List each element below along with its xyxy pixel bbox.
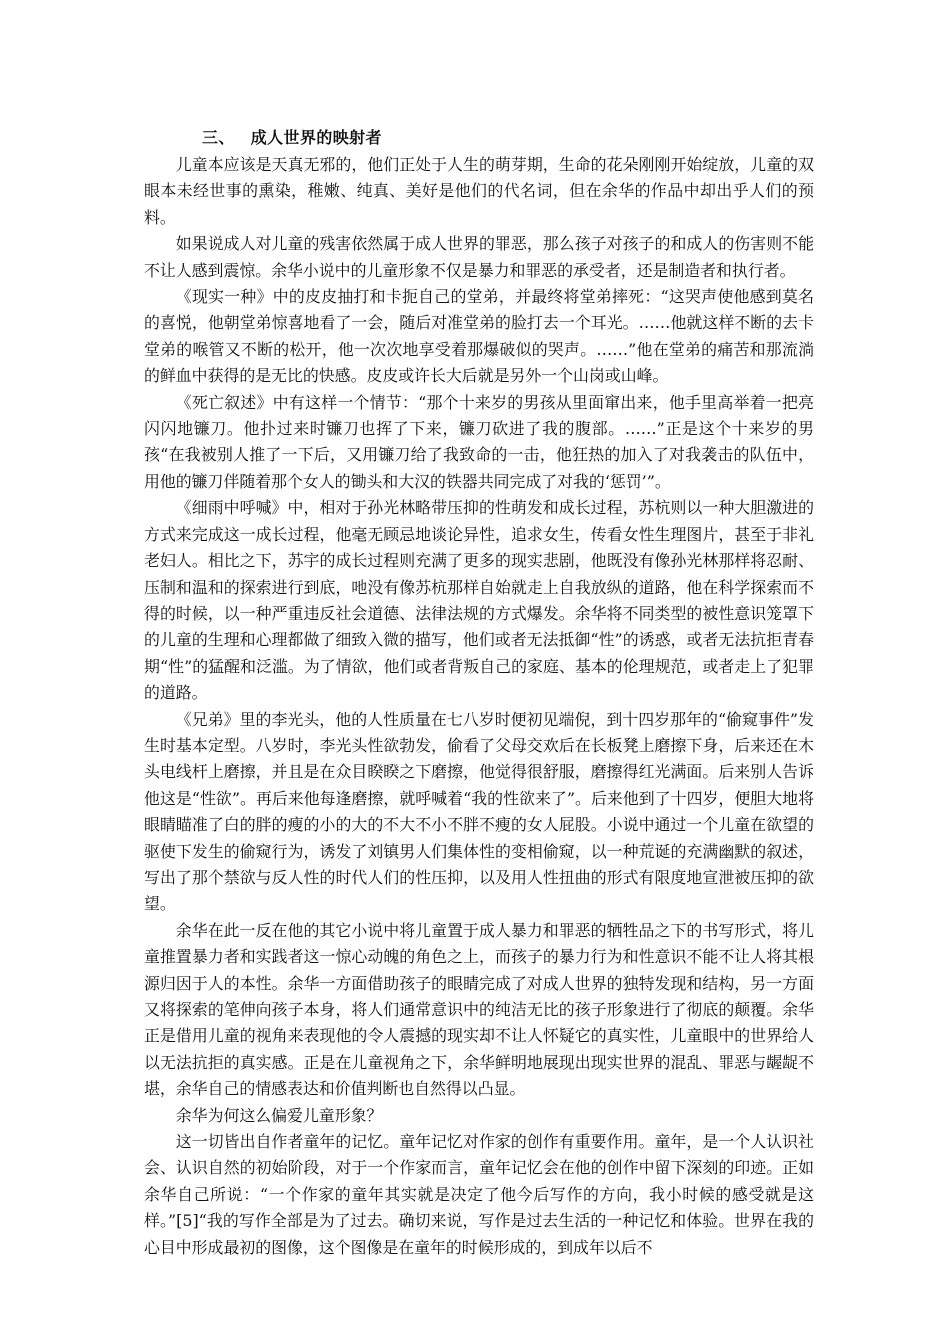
- section-title: 成人世界的映射者: [250, 128, 382, 147]
- paragraph: 如果说成人对儿童的残害依然属于成人世界的罪恶，那么孩子对孩子的和成人的伤害则不能不让人感到震惊。余华小说中的儿童形象不仅是暴力和罪恶的承受者，还是制造者和执行者。: [144, 234, 814, 280]
- paragraph: 余华在此一反在他的其它小说中将儿童置于成人暴力和罪恶的牺牲品之下的书写形式，将儿童推置暴力者和实践者这一惊心动魄的角色之上，而孩子的暴力行为和性意识不能不让人将其根源归因于人的本性。余华一方面借助孩子的眼睛完成了对成人世界的独特发现和结构，另一方面又将探索的笔伸向孩子本身，将人们通常意识中的纯洁无比的孩子形象进行了彻底的颠覆。余华正是借用儿童的视角来表现他的令人震撼的现实却不让人怀疑它的真实性，儿童眼中的世界给人以无法抗拒的真实感。正是在儿童视角之下，余华鲜明地展现出现实世界的混乱、罪恶与龌龊不堪，余华自己的情感表达和价值判断也自然得以凸显。: [144, 920, 814, 1099]
- paragraph: 《兄弟》里的李光头，他的人性质量在七八岁时便初见端倪，到十四岁那年的“偷窥事件”发生时基本定型。八岁时，李光头性欲勃发，偷看了父母交欢后在长板凳上磨擦下身，后来还在木头电线杆上磨擦，并且是在众目睽睽之下磨擦，他觉得很舒服，磨擦得红光满面。后来别人告诉他这是“性欲”。再后来他每逢磨擦，就呼喊着“我的性欲来了”。后来他到了十四岁，便胆大地将眼睛瞄准了白的胖的瘦的小的大的不大不小不胖不瘦的女人屁股。小说中通过一个儿童在欲望的驱使下发生的偷窥行为，诱发了刘镇男人们集体性的变相偷窥，以一种荒诞的充满幽默的叙述，写出了那个禁欲与反人性的时代人们的性压抑，以及用人性扭曲的形式有限度地宣泄被压抑的欲望。: [144, 709, 814, 914]
- paragraph: 儿童本应该是天真无邪的，他们正处于人生的萌芽期，生命的花朵刚刚开始绽放，儿童的双眼本未经世事的熏染，稚嫩、纯真、美好是他们的代名词，但在余华的作品中却出乎人们的预料。: [144, 155, 814, 227]
- paragraph: 《死亡叙述》中有这样一个情节：“那个十来岁的男孩从里面窜出来，他手里高举着一把亮闪闪地镰刀。他扑过来时镰刀也挥了下来，镰刀砍进了我的腹部。……”正是这个十来岁的男孩“在我被别人推了一下后，又用镰刀给了我致命的一击，他狂热的加入了对我袭击的队伍中，用他的镰刀伴随着那个女人的锄头和大汉的铁器共同完成了对我的‘惩罚’”。: [144, 392, 814, 491]
- paragraph: 这一切皆出自作者童年的记忆。童年记忆对作家的创作有重要作用。童年，是一个人认识社会、认识自然的初始阶段，对于一个作家而言，童年记忆会在他的创作中留下深刻的印迹。正如余华自己所说：“一个作家的童年其实就是决定了他今后写作的方向，我小时候的感受就是这样。”[5]“我的写作全部是为了过去。确切来说，写作是过去生活的一种记忆和体验。世界在我的心目中形成最初的图像，这个图像是在童年的时候形成的，到成年以后不: [144, 1132, 814, 1257]
- paragraph: 余华为何这么偏爱儿童形象？: [175, 1105, 383, 1125]
- paragraph: 《现实一种》中的皮皮抽打和卡扼自己的堂弟，并最终将堂弟摔死：“这哭声使他感到莫名的喜悦，他朝堂弟惊喜地看了一会，随后对准堂弟的脸打去一个耳光。……他就这样不断的去卡堂弟的喉管又不断的松开，他一次次地享受着那爆破似的哭声。……”他在堂弟的痛苦和那流淌的鲜血中获得的是无比的快感。皮皮或许长大后就是另外一个山岗或山峰。: [144, 287, 814, 386]
- section-number: 三、: [202, 128, 235, 147]
- document-page: [144, 126, 814, 1261]
- section-heading: [202, 126, 814, 150]
- paragraph: 《细雨中呼喊》中，相对于孙光林略带压抑的性萌发和成长过程，苏杭则以一种大胆激进的方式来完成这一成长过程，他毫无顾忌地谈论异性，追求女生，传看女性生理图片，甚至于非礼老妇人。相比之下，苏宇的成长过程则充满了更多的现实悲剧，他既没有像孙光林那样将忍耐、压制和温和的探索进行到底，吔没有像苏杭那样自始就走上自我放纵的道路，他在科学探索而不得的时候，以一种严重违反社会道德、法律法规的方式爆发。余华将不同类型的被性意识笼罩下的儿童的生理和心理都做了细致入微的描写，他们或者无法抵御“性”的诱惑，或者无法抗拒青春期“性”的猛醒和泛滥。为了情欲，他们或者背叛自己的家庭、基本的伦理规范，或者走上了犯罪的道路。: [144, 498, 814, 703]
